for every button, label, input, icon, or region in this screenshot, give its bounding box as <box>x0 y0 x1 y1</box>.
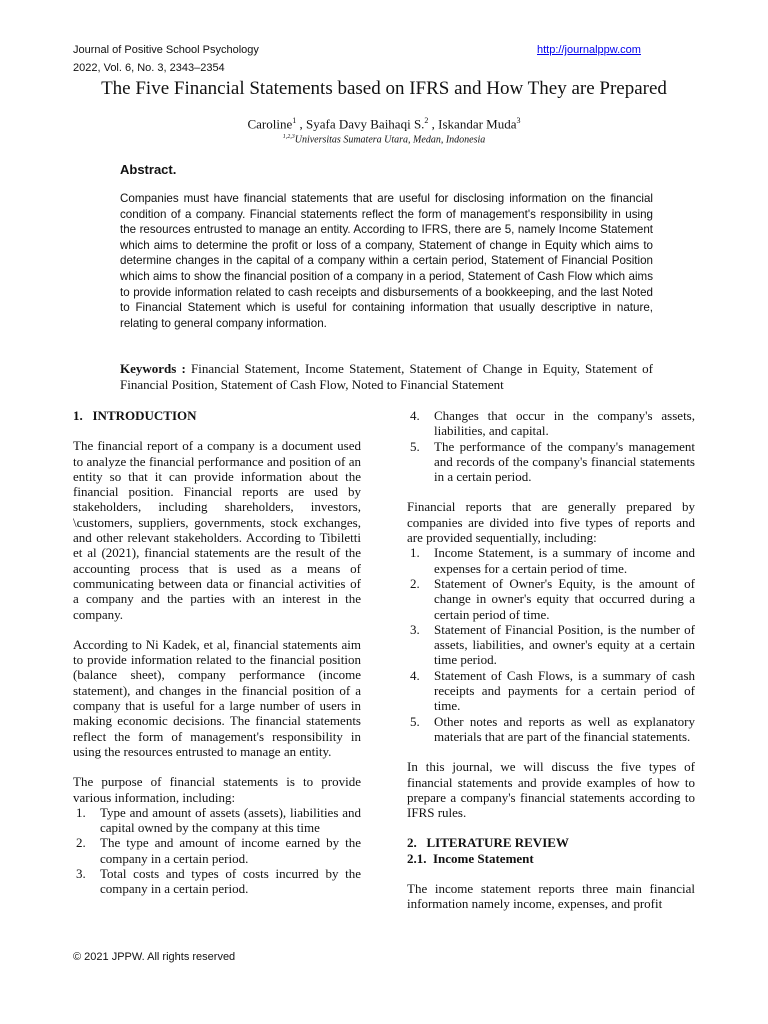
author-name: Iskandar Muda <box>438 116 517 132</box>
journal-issue: 2022, Vol. 6, No. 3, 2343–2354 <box>73 62 225 74</box>
intro-paragraph-5: In this journal, we will discuss the five types of financial statements and provide examples of how to prepare a company's financial statements according to IFRS rules. <box>407 759 695 821</box>
keywords-label: Keywords : <box>120 361 186 376</box>
keywords-text: Financial Statement, Income Statement, Statement of Change in Equity, Statement of Financial Position, Statement of Cash Flow, Noted to Financial Statement <box>120 361 653 392</box>
list-number: 3. <box>410 621 420 637</box>
list-number: 1. <box>410 545 420 561</box>
journal-url-link[interactable]: http://journalppw.com <box>537 44 641 56</box>
list-item <box>407 668 695 714</box>
intro-paragraph-3: The purpose of financial statements is to provide various information, including: <box>73 774 361 805</box>
subsection-heading-income-statement: 2.1. Income Statement <box>407 850 534 866</box>
list-text: Statement of Cash Flows, is a summary of cash receipts and payments for a certain period of time. <box>434 667 695 714</box>
list-item <box>407 545 695 576</box>
section-heading-introduction: 1. INTRODUCTION <box>73 408 197 423</box>
abstract-heading: Abstract. <box>120 162 177 177</box>
author-sup: 1 <box>292 116 297 125</box>
list-number: 1. <box>76 804 86 820</box>
paper-title: The Five Financial Statements based on IFRS and How They are Prepared <box>101 78 667 99</box>
list-number: 2. <box>76 835 86 851</box>
list-text: Income Statement, is a summary of income and expenses for a certain period of time. <box>434 545 695 576</box>
list-item <box>407 714 695 745</box>
list-item <box>407 439 695 485</box>
list-text: Other notes and reports as well as explanatory materials that are part of the financial statements. <box>434 713 695 744</box>
affiliation-text: Universitas Sumatera Utara, Medan, Indonesia <box>294 134 486 146</box>
list-text: The performance of the company's management and records of the company's financial statements in a certain period. <box>434 438 695 485</box>
right-column <box>407 408 695 912</box>
list-number: 3. <box>76 866 86 882</box>
list-number: 4. <box>410 667 420 683</box>
list-text: Changes that occur in the company's assets, liabilities, and capital. <box>434 408 695 439</box>
author-name: Caroline <box>247 116 293 132</box>
intro-paragraph-2: According to Ni Kadek, et al, financial statements aim to provide information related to the financial position (balance sheet), company performance (income statement), and changes in the financial position of a company that is useful for a large number of users in making economic decisions. The financial statements reflect the form of management's responsibility in using the resources entrusted to manage an entity. <box>73 636 361 759</box>
left-column <box>73 408 361 897</box>
copyright-footer: © 2021 JPPW. All rights reserved <box>73 951 236 963</box>
list-item <box>73 805 361 836</box>
list-text: Statement of Owner's Equity, is the amount of change in owner's equity that occurred during a certain period of time. <box>434 575 695 622</box>
literature-paragraph-1: The income statement reports three main financial information namely income, expenses, and profit <box>407 881 695 912</box>
report-types-list <box>407 545 695 744</box>
list-item <box>407 622 695 668</box>
list-number: 2. <box>410 575 420 591</box>
affiliation <box>0 134 768 145</box>
author-sup: 3 <box>516 116 521 125</box>
list-item <box>407 408 695 439</box>
list-item <box>407 576 695 622</box>
intro-paragraph-4: Financial reports that are generally prepared by companies are divided into five types of reports and are provided sequentially, including: <box>407 499 695 546</box>
abstract-text: Companies must have financial statements that are useful for disclosing information on the financial condition of a company. Financial statements reflect the form of management's responsibility in using the resources entrusted to manage an entity. According to IFRS, there are 5, namely Income Statement which aims to determine the profit or loss of a company, Statement of change in Equity which aims to determine changes in the capital of a company within a certain period, Statement of Financial Position which aims to show the financial position of a company in a period, Statement of Cash Flow which aims to provide information related to cash receipts and disbursements of a bookkeeping, and the last Noted to Financial Statement which is useful for containing information that usually descriptive in nature, relating to general company information. <box>120 192 653 330</box>
list-number: 4. <box>410 408 420 423</box>
list-text: The type and amount of income earned by the company in a certain period. <box>100 835 361 866</box>
author-sup: 2 <box>424 116 429 125</box>
section-heading-literature-review: 2. LITERATURE REVIEW <box>407 835 569 851</box>
list-item <box>73 866 361 897</box>
list-number: 5. <box>410 713 420 729</box>
list-text: Total costs and types of costs incurred by the company in a certain period. <box>100 866 361 897</box>
purpose-list <box>73 805 361 897</box>
keywords <box>120 361 653 393</box>
author-list: Caroline$^1$ , Syafa Davy Baihaqi S.$^2$ , Iskandar Muda$^3$ <box>247 116 521 132</box>
list-item <box>73 835 361 866</box>
list-text: Statement of Financial Position, is the number of assets, liabilities, and owner's equity at a certain time period. <box>434 621 695 668</box>
affiliation-sup: 1,2,3 <box>282 134 295 140</box>
intro-paragraph-1: The financial report of a company is a document used to analyze the financial performance and position of an entity so that it can provide information about the financial position. Financial reports are used by stakeholders, including shareholders, investors, \customers, suppliers, governments, stock exchanges, and other relevant stakeholders. According to Tibiletti et al (2021), financial statements are the result of the accounting process that is used as a means of communicating between data or financial activities of a company and the parties with an interest in the company. <box>73 438 361 622</box>
purpose-list-continued <box>407 408 695 484</box>
list-number: 5. <box>410 438 420 454</box>
author-name: Syafa Davy Baihaqi S. <box>306 116 425 132</box>
list-text: Type and amount of assets (assets), liabilities and capital owned by the company at this time <box>100 804 361 836</box>
journal-name: Journal of Positive School Psychology <box>73 44 259 56</box>
